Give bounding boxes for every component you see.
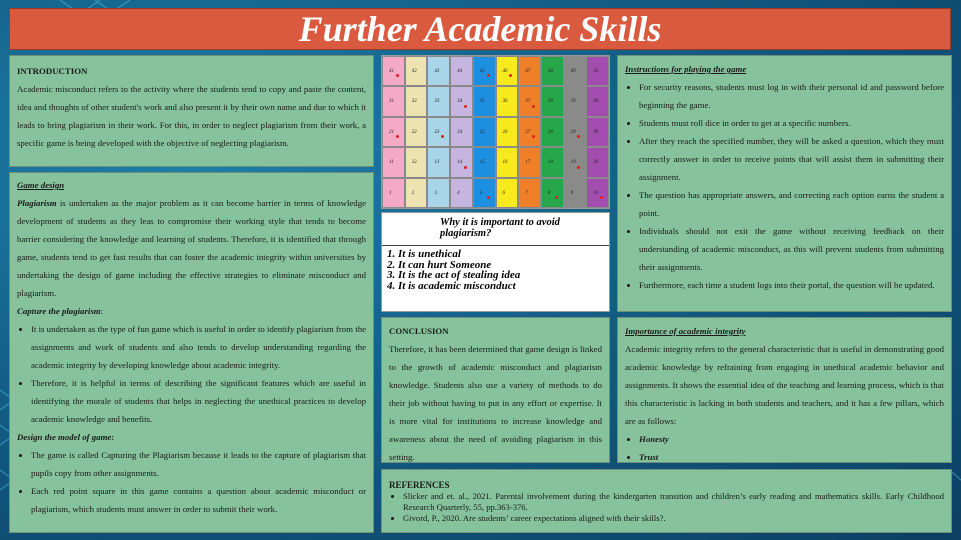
list-item: • Givord, P., 2020. Are students’ career expectations aligned with their skills?. [403, 513, 944, 524]
board-cell [518, 147, 541, 177]
board-cell-number: 42 [411, 69, 417, 74]
board-cell [405, 117, 428, 147]
board-cell [518, 178, 541, 208]
board-cell-number: 44 [457, 69, 463, 74]
board-cell-number: 50 [593, 69, 599, 74]
board-cell-number: 27 [525, 129, 531, 135]
red-point-marker [532, 105, 535, 108]
board-cell [382, 56, 405, 86]
plagiarism-paragraph [17, 194, 366, 302]
board-cell [473, 178, 496, 208]
board-cell-number: 28 [547, 129, 553, 135]
board-cell-number: 39 [570, 99, 576, 105]
integrity-panel [617, 317, 952, 463]
red-point-marker [555, 196, 558, 199]
board-cell-number: 15 [479, 160, 485, 166]
red-point-marker [532, 135, 535, 138]
page-title: Further Academic Skills [298, 9, 662, 49]
board-cell-number: 6 [502, 190, 505, 196]
board-cell [586, 56, 609, 86]
red-point-marker [464, 166, 467, 169]
board-cell [564, 117, 587, 147]
board-cell-number: 33 [434, 99, 440, 105]
board-cell [382, 86, 405, 116]
board-cell [518, 117, 541, 147]
board-cell-number: 35 [479, 99, 485, 105]
red-point-marker [487, 196, 490, 199]
introduction-panel [9, 55, 374, 167]
board-cell [405, 86, 428, 116]
board-cell [564, 147, 587, 177]
board-cell-number: 11 [389, 160, 394, 166]
instructions-heading: Instructions for playing the game [625, 64, 747, 74]
board-cell [541, 178, 564, 208]
board-cell-number: 5 [479, 190, 483, 196]
list-item: • Furthermore, each time a student logs into their portal, the question will be updated. [639, 276, 944, 294]
plagiarism-term: Plagiarism [17, 198, 57, 208]
board-cell [427, 147, 450, 177]
list-item: • After they reach the specified number, they will be asked a question, which they must correctly answer in order to receive points that will assist them in submitting their assignment. [639, 132, 944, 186]
red-point-marker [464, 105, 467, 108]
board-cell-number: 4 [457, 190, 460, 196]
board-cell-number: 49 [570, 69, 576, 74]
board-cell [586, 147, 609, 177]
board-cell [405, 147, 428, 177]
instructions-panel [617, 55, 952, 312]
board-cell [450, 147, 473, 177]
capture-heading: Capture the plagiarism [17, 306, 101, 316]
red-point-marker [396, 74, 399, 77]
board-cell [541, 86, 564, 116]
board-cell [496, 86, 519, 116]
integrity-pillars-list [625, 430, 944, 466]
divider [382, 245, 609, 246]
why-avoid-plagiarism-box [381, 212, 610, 312]
list-item: • Each red point square in this game contains a question about academic misconduct or plagiarism, which students must answer in order to submit their work. [31, 482, 366, 518]
board-cell [473, 56, 496, 86]
red-point-marker [441, 135, 444, 138]
board-cell-number: 40 [593, 99, 599, 105]
model-list [17, 446, 366, 518]
board-cell-number: 26 [502, 129, 508, 135]
board-cell [496, 178, 519, 208]
board-cell-number: 8 [547, 190, 551, 196]
list-item: • Students must roll dice in order to get at a specific numbers. [639, 114, 944, 132]
model-heading: Design the model of game: [17, 432, 115, 442]
board-cell [427, 56, 450, 86]
board-cell [496, 117, 519, 147]
board-cell [586, 117, 609, 147]
board-cell-number: 18 [547, 160, 553, 166]
board-cell-number: 19 [570, 160, 576, 166]
board-cell [496, 56, 519, 86]
board-cell [450, 86, 473, 116]
board-cell [450, 117, 473, 147]
board-cell-number: 34 [457, 99, 463, 105]
capture-heading-colon: : [100, 306, 104, 316]
board-cell-number: 21 [389, 129, 394, 135]
list-item: • Trust [639, 448, 944, 466]
board-cell-number: 29 [570, 129, 576, 135]
board-cell [450, 56, 473, 86]
board-cell [541, 147, 564, 177]
integrity-text: Academic integrity refers to the general characteristic that is useful in demonstrating good academic knowledge by refraining from engaging in unethical academic behavior and assignments. It shows the essential idea of the teaching and learning process, which is that this characteristic is lacking in both students and teachers, and it has a few pillars, which are as follows: [625, 344, 944, 426]
board-cell-number: 3 [434, 190, 437, 196]
board-cell [473, 86, 496, 116]
board-cell-number: 45 [479, 69, 485, 74]
conclusion-heading: CONCLUSION [389, 326, 449, 336]
board-cell [382, 117, 405, 147]
board-cell-number: 22 [411, 129, 417, 135]
game-board-image [381, 55, 610, 209]
list-item: • Individuals should not exit the game without receiving feedback on their understanding of academic misconduct, as this will prevent students from submitting their assignments. [639, 222, 944, 276]
board-cell-number: 1 [389, 190, 392, 196]
integrity-heading: Importance of academic integrity [625, 326, 746, 336]
board-cell-number: 2 [411, 190, 415, 196]
list-item: • Honesty [639, 430, 944, 448]
red-point-marker [509, 74, 512, 77]
board-cell-number: 46 [502, 69, 508, 74]
list-item: 4. It is academic misconduct [387, 279, 516, 292]
board-cell-number: 43 [434, 69, 440, 74]
introduction-heading: INTRODUCTION [17, 66, 88, 76]
plagiarism-text: is undertaken as the major problem as it can become barrier in terms of knowledge development of students as they leas to compromise their working style that tends to become barrier considering the knowledge and learning of students. Therefore, it is identified that through game, students tend to get fast results that can foster the academic integrity within universities by undertaking the design of game including the effective strategies to eliminate misconduct and plagiarism. [17, 198, 366, 298]
board-cell-number: 30 [593, 129, 599, 135]
board-cell-number: 13 [434, 160, 440, 166]
list-item: 3. It is the act of stealing idea [387, 269, 521, 281]
board-cell [473, 147, 496, 177]
list-item: • Slicker and et. al., 2021. Parental involvement during the kindergarten transition and children’s early reading and mathematics skills. Early Childhood Research Quarterly, 55, pp.363-376. [403, 491, 944, 513]
board-cell-number: 7 [525, 190, 528, 196]
board-cell-number: 38 [547, 99, 553, 105]
references-list [389, 491, 944, 524]
red-point-marker [577, 166, 580, 169]
board-cell [518, 86, 541, 116]
list-item: • The question has appropriate answers, and correcting each option earns the student a point. [639, 186, 944, 222]
board-cell-number: 41 [389, 69, 394, 74]
red-point-marker [487, 74, 490, 77]
board-cell [405, 178, 428, 208]
board-cell-number: 31 [389, 99, 394, 105]
board-cell-number: 23 [434, 129, 440, 135]
introduction-text: Academic misconduct refers to the activity where the students tend to copy and paste the content, idea and thoughts of other student's work and also present it by their own name and due to which it leads to bring plagiarism in their work. For this, in order to neglect plagiarism from their work, a specific game is being developed with the objective of neglecting plagiarism. [17, 84, 366, 148]
board-cell [541, 117, 564, 147]
board-cell-number: 32 [411, 99, 417, 105]
title-banner [9, 8, 951, 50]
references-panel [381, 469, 952, 533]
board-cell [518, 56, 541, 86]
board-cell [564, 178, 587, 208]
board-cell-number: 47 [525, 69, 531, 74]
board-cell [450, 178, 473, 208]
list-item: • The game is called Capturing the Plagiarism because it leads to the capture of plagiarism that pupils copy from other assignments. [31, 446, 366, 482]
list-item: • Therefore, it is helpful in terms of describing the significant features which are useful in identifying the morale of students that helps in neglecting the unethical practices to develop academic knowledge and benefits. [31, 374, 366, 428]
board-cell [586, 178, 609, 208]
list-item: 1. It is unethical [387, 248, 461, 260]
capture-list [17, 320, 366, 428]
game-board-grid [382, 56, 609, 208]
board-cell-number: 16 [502, 160, 508, 166]
board-cell-number: 36 [502, 99, 508, 105]
board-cell [473, 117, 496, 147]
conclusion-panel [381, 317, 610, 463]
board-cell [427, 178, 450, 208]
board-cell-number: 48 [547, 69, 553, 74]
board-cell-number: 14 [457, 160, 463, 166]
board-cell-number: 17 [525, 160, 531, 166]
conclusion-text: Therefore, it has been determined that game design is linked to the growth of academic misconduct and plagiarism knowledge. Students also use a variety of methods to do their job without having to put in any effort or expertise. It is more vital for institutions to increase knowledge and awareness about the need of avoiding plagiarism in this setting. [389, 344, 602, 462]
list-item: 2. It can hurt Someone [387, 258, 492, 271]
instructions-list [625, 78, 944, 294]
board-cell-number: 25 [479, 129, 485, 135]
why-answer-list [382, 249, 609, 291]
board-cell-number: 20 [593, 160, 599, 166]
red-point-marker [577, 135, 580, 138]
board-cell [382, 147, 405, 177]
board-cell-number: 37 [525, 99, 531, 105]
board-cell [496, 147, 519, 177]
board-cell [427, 86, 450, 116]
board-cell [564, 86, 587, 116]
game-design-panel [9, 172, 374, 533]
board-cell [586, 86, 609, 116]
why-question: Why it is important to avoid plagiarism? [440, 217, 560, 239]
red-point-marker [600, 196, 603, 199]
board-cell [405, 56, 428, 86]
list-item: • For security reasons, students must log in with their personal id and password before beginning the game. [639, 78, 944, 114]
red-point-marker [396, 135, 399, 138]
board-cell [541, 56, 564, 86]
capture-heading-line [17, 302, 366, 320]
board-cell-number: 9 [570, 190, 574, 196]
board-cell [427, 117, 450, 147]
references-heading: REFERENCES [389, 480, 450, 490]
board-cell-number: 12 [411, 160, 417, 166]
list-item: • It is undertaken as the type of fun game which is useful in order to identify plagiarism from the assignments and work of students and also tends to develop understanding regarding the academic integrity by developing knowledge about academic integrity. [31, 320, 366, 374]
board-cell-number: 24 [457, 129, 463, 135]
board-cell [382, 178, 405, 208]
board-cell-number: 10 [593, 190, 599, 196]
game-design-heading: Game design [17, 180, 65, 190]
board-cell [564, 56, 587, 86]
